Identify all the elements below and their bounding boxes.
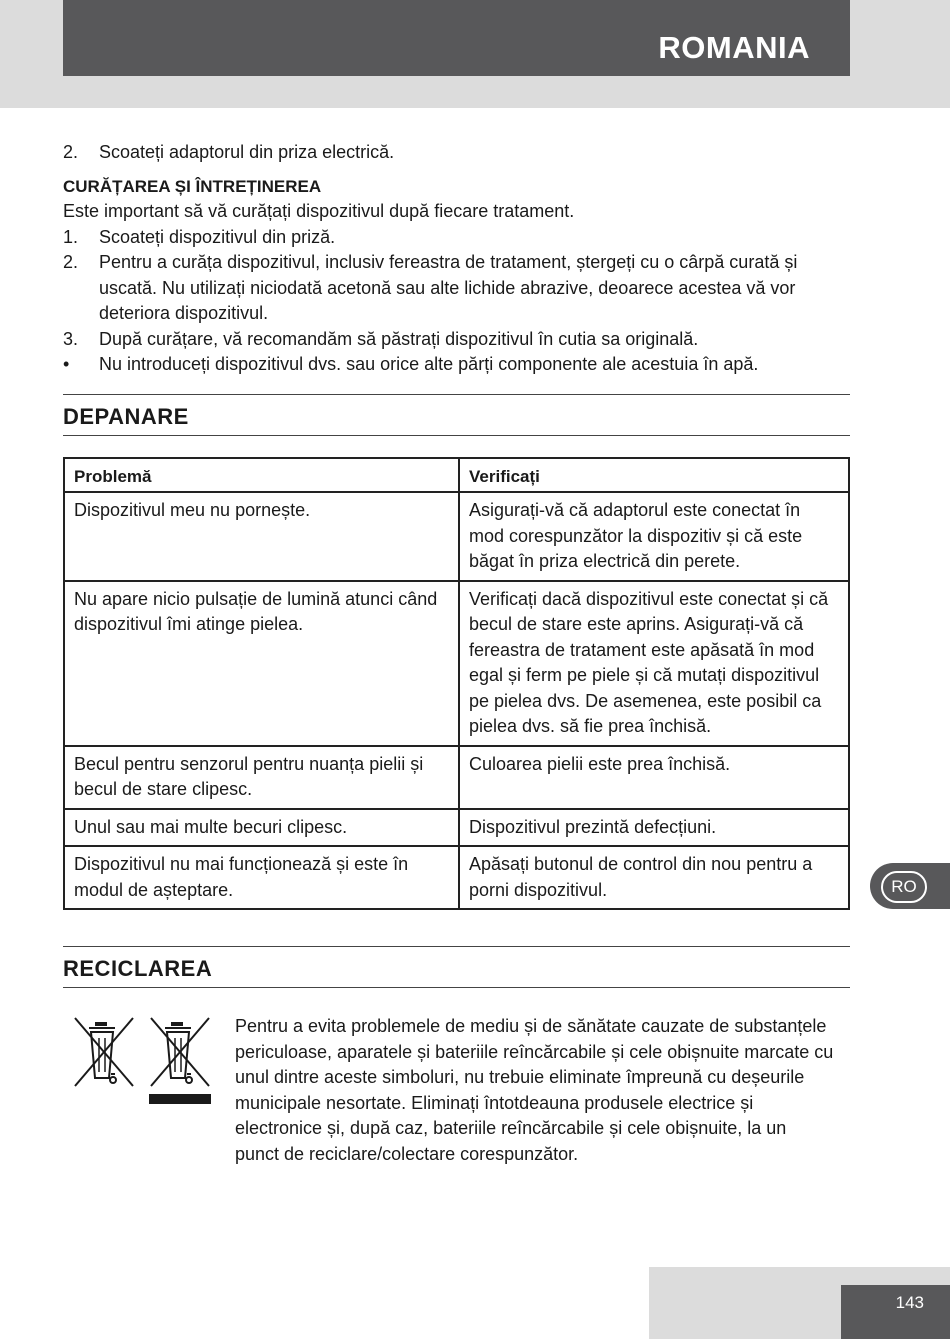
language-badge: RO <box>881 871 927 903</box>
table-row <box>64 809 849 847</box>
table-row <box>64 746 849 809</box>
list-item <box>63 327 850 353</box>
list-item <box>63 225 850 251</box>
check-cell: Asigurați-vă că adaptorul este conectat în mod corespunzător la dispozitiv și că este băgat în priza electrică din perete. <box>459 492 849 581</box>
list-item-text: Nu introduceți dispozitivul dvs. sau orice alte părți componente ale acestuia în apă. <box>99 354 759 374</box>
list-item <box>63 140 850 166</box>
page-number: 143 <box>895 1293 924 1312</box>
check-cell: Apăsați butonul de control din nou pentru a porni dispozitivul. <box>459 846 849 909</box>
cleaning-intro: Este important să vă curățați dispozitivul după fiecare tratament. <box>63 201 575 221</box>
list-item-text: Pentru a curăța dispozitivul, inclusiv fereastra de tratament, ștergeți cu o cârpă curată și uscată. Nu utilizați niciodată acetonă sau alte lichide abrazive, deoarece acestea vă vor deteriora dispozitivul. <box>99 252 798 323</box>
table-row <box>64 492 849 581</box>
list-item-text: După curățare, vă recomandăm să păstrați dispozitivul în cutia sa originală. <box>99 328 699 349</box>
check-cell: Verificați dacă dispozitivul este conectat și că becul de stare este aprins. Asigurați-vă că fereastra de tratament este apăsată în mod egal și ferm pe piele și că mutați dispozitivul pe pielea dvs. De asemenea, este posibil ca pielea dvs. să fie prea închisă. <box>459 581 849 746</box>
problem-cell: Becul pentru senzorul pentru nuanța pielii și becul de stare clipesc. <box>64 746 459 809</box>
column-header-problem: Problemă <box>64 458 459 493</box>
problem-cell: Unul sau mai multe becuri clipesc. <box>64 809 459 847</box>
list-item-bullet: • <box>63 354 70 374</box>
cleaning-heading: CURĂȚAREA ȘI ÎNTREȚINEREA <box>63 176 322 196</box>
cleaning-list <box>63 225 850 378</box>
table-row <box>64 846 849 909</box>
recycling-section <box>63 1014 850 1204</box>
main-content <box>63 140 850 1204</box>
list-item-number: 1. <box>63 226 79 247</box>
crossed-bin-with-bar-icon <box>149 1018 211 1104</box>
problem-cell: Dispozitivul nu mai funcționează și este în modul de așteptare. <box>64 846 459 909</box>
header-bar <box>63 0 850 76</box>
table-header-row <box>64 458 849 493</box>
list-item-text: Scoateți dispozitivul din priză. <box>99 226 336 247</box>
recycling-icons <box>69 1014 219 1114</box>
crossed-bin-icon <box>75 1018 133 1086</box>
troubleshooting-heading: DEPANARE <box>63 394 850 436</box>
recycling-heading: RECICLAREA <box>63 946 850 988</box>
list-item-number: 2. <box>63 142 79 162</box>
check-cell: Dispozitivul prezintă defecțiuni. <box>459 809 849 847</box>
table-row <box>64 581 849 746</box>
column-header-check: Verificați <box>459 458 849 493</box>
page-title: ROMANIA <box>658 30 810 65</box>
recycling-text: Pentru a evita problemele de mediu și de sănătate cauzate de substanțele periculoase, aparatele și bateriile reîncărcabile și cele obișnuite marcate cu unul dintre aceste simboluri, nu trebuie eliminate împreună cu deșeurile municipale nesortate. Eliminați întotdeauna produsele electrice și electronice și, după caz, bateriile reîncărcabile și cele obișnuite, la un punct de reciclare/colectare corespunzător. <box>235 1016 834 1164</box>
list-item-text: Scoateți adaptorul din priza electrică. <box>99 142 395 162</box>
problem-cell: Nu apare nicio pulsație de lumină atunci când dispozitivul îmi atinge pielea. <box>64 581 459 746</box>
footer-bar <box>841 1285 950 1339</box>
list-item <box>63 352 850 378</box>
intro-list <box>63 140 850 166</box>
list-item-number: 3. <box>63 328 79 349</box>
language-tab <box>870 863 950 909</box>
check-cell: Culoarea pielii este prea închisă. <box>459 746 849 809</box>
list-item <box>63 250 850 327</box>
troubleshooting-table <box>63 457 850 911</box>
problem-cell: Dispozitivul meu nu pornește. <box>64 492 459 581</box>
list-item-number: 2. <box>63 252 79 272</box>
